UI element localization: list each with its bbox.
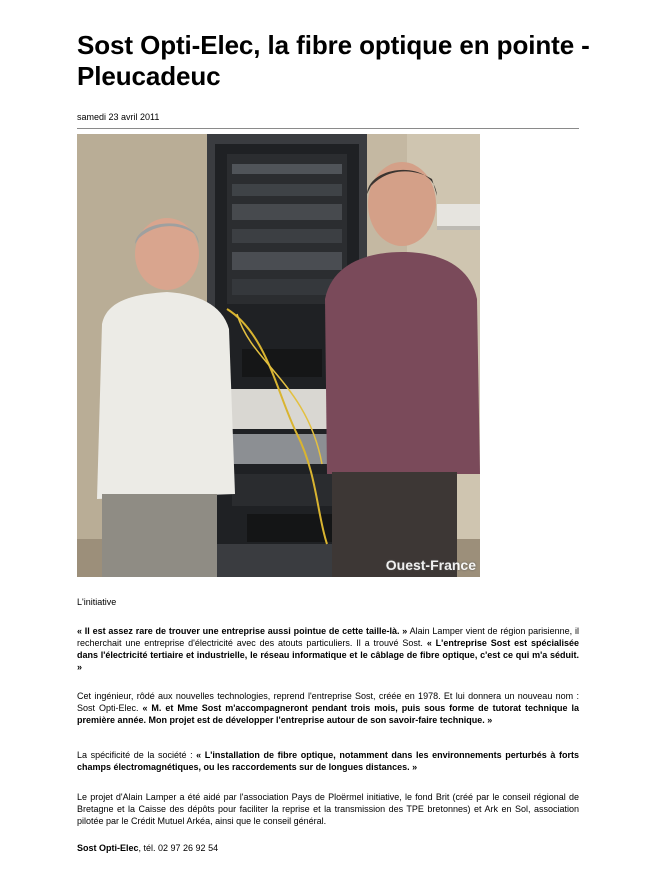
photo-watermark: Ouest-France <box>385 557 476 573</box>
quote: « Il est assez rare de trouver une entreprise aussi pointue de cette taille-là. » <box>77 626 408 636</box>
company-name: Sost Opti-Elec <box>77 843 139 853</box>
contact-line <box>77 842 579 854</box>
quote: « L'entreprise Sost est spécialisée dans l'électricité tertiaire et industrielle, le réseau informatique et le câblage de fibre optique, c'est ce qui m'a séduit. » <box>77 638 579 672</box>
body-text: Alain Lamper vient de région parisienne, il recherchait une entreprise d'électricité avec des atouts particuliers. Il a trouvé Sost. <box>77 626 579 648</box>
paragraph-2 <box>77 690 579 726</box>
phone-number: , tél. 02 97 26 92 54 <box>138 843 219 853</box>
photo-illustration <box>77 134 480 577</box>
body-text: La spécificité de la société : <box>77 750 197 760</box>
quote: « M. et Mme Sost m'accompagneront pendant trois mois, puis sous forme de tutorat technique la première année. Mon projet est de développer l'entreprise autour de son savoir-faire technique. » <box>77 703 579 725</box>
body-text: Cet ingénieur, rôdé aux nouvelles technologies, reprend l'entreprise Sost, créée en 1978. Et lui donnera un nouveau nom : Sost Opti-Elec. <box>77 691 579 713</box>
article-photo <box>77 134 480 577</box>
article-title: Sost Opti-Elec, la fibre optique en pointe - Pleucadeuc <box>77 30 590 91</box>
paragraph-3 <box>77 749 579 773</box>
photo-caption: L'initiative <box>77 597 117 607</box>
paragraph-1 <box>77 625 579 673</box>
title-divider <box>77 128 579 129</box>
quote: « L'installation de fibre optique, notamment dans les environnements perturbés à forts champs électromagnétiques, ou les raccordements sur de longues distances. » <box>77 750 579 772</box>
article-date: samedi 23 avril 2011 <box>77 112 160 122</box>
paragraph-4: Le projet d'Alain Lamper a été aidé par l'association Pays de Ploërmel initiative, le fond Brit (créé par le conseil régional de Bretagne et la Caisse des dépôts pour faciliter la reprise et la transmission des TPE bretonnes) et Ark en Sol, association pilotée par le Crédit Mutuel Arkéa, ainsi que le conseil général. <box>77 792 579 826</box>
